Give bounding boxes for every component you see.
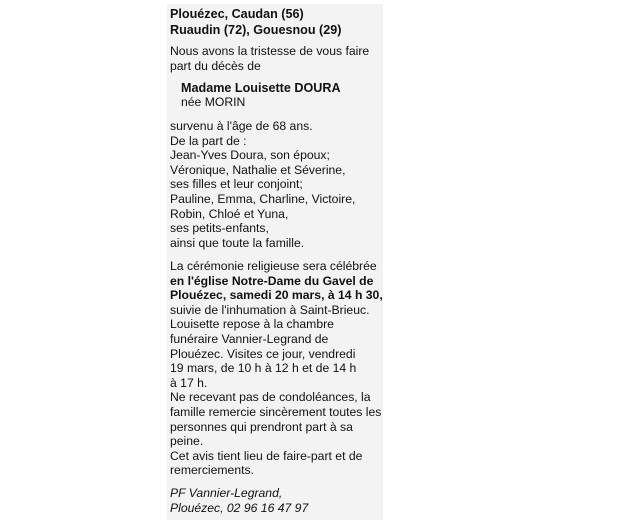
location-line: Ruaudin (72), Gouesnou (29) (170, 22, 342, 37)
obituary-notice (167, 4, 383, 520)
family-section (170, 119, 355, 250)
ceremony-line: Ne recevant pas de condoléances, la (170, 390, 371, 405)
family-line: ses filles et leur conjoint; (170, 177, 303, 192)
notice-intro (170, 44, 369, 73)
notice-locations (170, 7, 341, 38)
family-line: Pauline, Emma, Charline, Victoire, (170, 191, 356, 206)
ceremony-line: Cet avis tient lieu de faire-part et de (170, 448, 363, 463)
intro-line: part du décès de (170, 58, 261, 73)
maiden-name: née MORIN (181, 95, 246, 109)
family-line: Robin, Chloé et Yuna, (170, 206, 289, 221)
intro-line: Nous avons la tristesse de vous faire (170, 44, 370, 58)
ceremony-line: suivie de l'inhumation à Saint-Brieuc. (170, 302, 370, 317)
ceremony-line: Plouézec. Visites ce jour, vendredi (170, 346, 356, 361)
ceremony-line: 19 mars, de 10 h à 12 h et de 14 h (170, 361, 357, 376)
family-line: ses petits-enfants, (170, 221, 269, 236)
ceremony-line: Louisette repose à la chambre (170, 317, 334, 332)
family-line: survenu à l'âge de 68 ans. (170, 119, 313, 133)
ceremony-line: remerciements. (170, 463, 254, 478)
deceased-name: Madame Louisette DOURA (181, 81, 341, 95)
ceremony-line: funéraire Vannier-Legrand de (170, 331, 329, 346)
ceremony-line: peine. (170, 434, 204, 449)
family-line: De la part de : (170, 133, 247, 148)
ceremony-line: en l'église Notre-Dame du Gavel de (170, 273, 374, 288)
signature-line: PF Vannier-Legrand, (170, 486, 283, 500)
family-line: Véronique, Nathalie et Séverine, (170, 162, 346, 177)
family-line: Jean-Yves Doura, son époux; (170, 148, 330, 163)
location-line: Plouézec, Caudan (56) (170, 7, 304, 21)
ceremony-section (170, 259, 383, 478)
ceremony-line: à 17 h. (170, 375, 208, 390)
ceremony-line: personnes qui prendront part à sa (170, 419, 353, 434)
ceremony-line: Plouézec, samedi 20 mars, à 14 h 30, (170, 288, 383, 303)
family-line: ainsi que toute la famille. (170, 235, 305, 250)
funeral-home-signature (170, 486, 308, 515)
ceremony-line: famille remercie sincèrement toutes les (170, 404, 382, 419)
ceremony-line: La cérémonie religieuse sera célébrée (170, 259, 377, 273)
signature-line: Plouézec, 02 96 16 47 97 (170, 500, 309, 515)
